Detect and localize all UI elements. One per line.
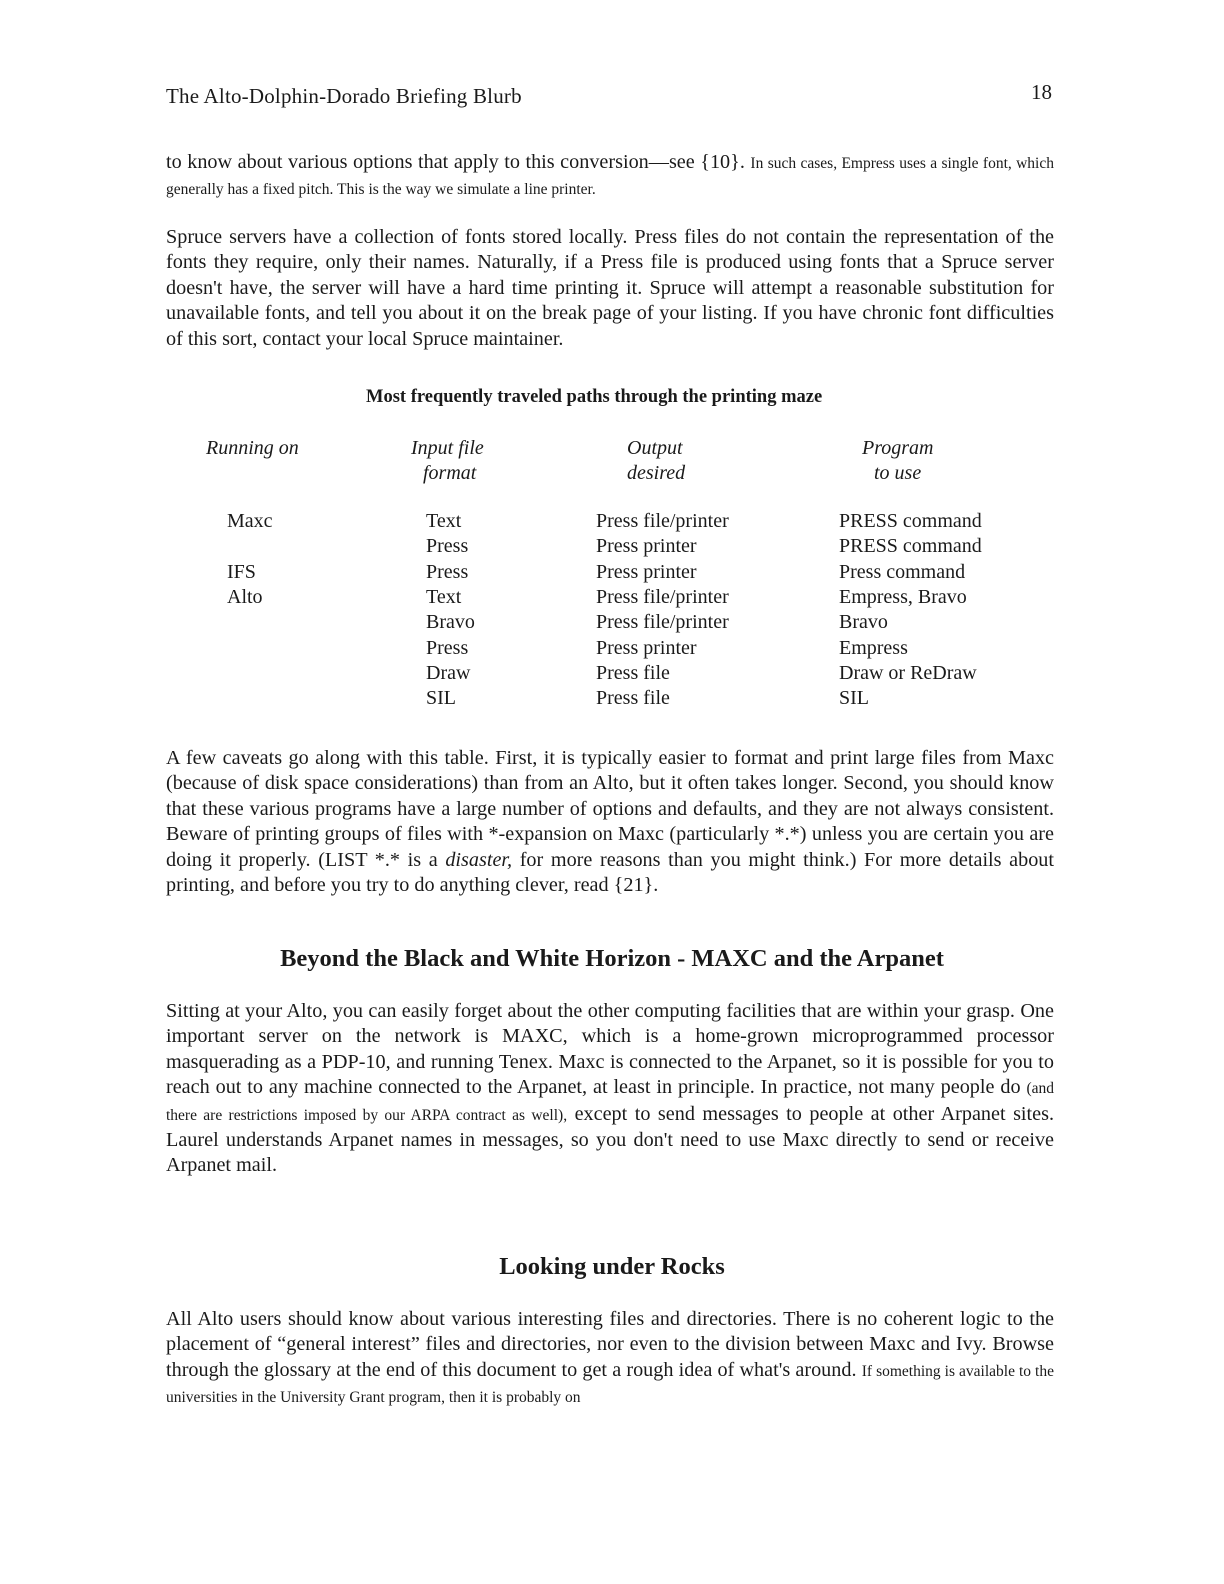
column-header-input-format: Input file format: [411, 437, 484, 484]
arpa-restrictions-note: (and there are restrictions imposed by our ARPA contract as well),: [166, 1080, 1054, 1124]
cell-input-format: Press: [426, 560, 469, 583]
cell-input-format: Text: [426, 510, 462, 532]
cell-output-desired: Press file: [596, 661, 670, 684]
cell-input-format: Press: [426, 636, 469, 659]
maxc-arpanet-paragraph: Sitting at your Alto, you can easily forget about the other computing facilities that are within your grasp. One important server on the network is MAXC, which is a home-grown microprogrammed processor masquerading as a PDP-10, and running Tenex. Maxc is connected to the Arpanet, so it is possible for you to reach out to any machine connected to the Arpanet, at least in principle. In practice, not many people do (and there are restrictions imposed by our ARPA contract as well), except to send messages to people at other Arpanet sites. Laurel understands Arpanet names in messages, so you don't need to use Maxc directly to send or receive Arpanet mail.: [166, 1000, 1055, 1177]
page-number: 18: [1031, 80, 1052, 104]
cell-program: Bravo: [839, 611, 888, 634]
column-header-running-on: Running on: [206, 437, 299, 459]
cell-program: Empress: [839, 636, 908, 659]
cell-output-desired: Press file: [596, 687, 670, 710]
cell-program: Empress, Bravo: [839, 585, 967, 608]
cell-running-on: Maxc: [227, 510, 273, 532]
section-heading-maxc-arpanet: Beyond the Black and White Horizon - MAXC and the Arpanet: [280, 945, 944, 972]
cell-output-desired: Press file/printer: [596, 611, 729, 634]
cell-output-desired: Press printer: [596, 535, 697, 558]
cell-output-desired: Press printer: [596, 636, 697, 659]
cell-running-on: IFS: [227, 560, 256, 583]
spruce-paragraph: Spruce servers have a collection of fonts stored locally. Press files do not contain the representation of the fonts they require, only their names. Naturally, if a Press file is produced using fonts that a Spruce server doesn't have, the server will have a hard time printing it. Spruce will attempt a reasonable substitution for unavailable fonts, and tell you about it on the break page of your listing. If you have chronic font difficulties of this sort, contact your local Spruce maintainer.: [166, 226, 1054, 350]
cell-input-format: Press: [426, 535, 469, 558]
cell-program: Press command: [839, 560, 966, 583]
section-heading-looking-under-rocks: Looking under Rocks: [499, 1253, 725, 1280]
cell-program: Draw or ReDraw: [839, 661, 977, 684]
column-header-program: Program to use: [862, 437, 934, 484]
cell-program: PRESS command: [839, 535, 982, 558]
cell-output-desired: Press file/printer: [596, 510, 729, 532]
cell-input-format: Bravo: [426, 611, 475, 634]
header-title: The Alto-Dolphin-Dorado Briefing Blurb: [166, 84, 522, 108]
cell-program: SIL: [839, 687, 869, 710]
cell-program: PRESS command: [839, 510, 982, 532]
column-header-output-desired: Output desired: [627, 437, 686, 484]
cell-input-format: Text: [426, 585, 462, 608]
cell-input-format: Draw: [426, 661, 471, 684]
cell-running-on: Alto: [227, 585, 263, 608]
cell-output-desired: Press file/printer: [596, 585, 729, 608]
caveats-paragraph: A few caveats go along with this table. First, it is typically easier to format and print large files from Maxc (because of disk space considerations) than from an Alto, but it often takes longer. Second, you should know that these various programs have a large number of options and defaults, and they are not always consistent. Beware of printing groups of files with *-expansion on Maxc (particularly *.*) unless you are certain you are doing it properly. (LIST *.* is a disaster, for more reasons than you might think.) For more details about printing, and before you try to do anything clever, read {21}.: [166, 747, 1054, 897]
intro-small-text: In such cases, Empress uses a single font, which generally has a fixed pitch. This is the way we simulate a line printer.: [166, 155, 1054, 199]
cell-output-desired: Press printer: [596, 560, 697, 583]
table-caption: Most frequently traveled paths through the printing maze: [366, 387, 823, 407]
intro-paragraph: [166, 150, 1054, 203]
looking-under-rocks-paragraph: All Alto users should know about various interesting files and directories. There is no coherent logic to the placement of “general interest” files and directories, nor even to the division between Maxc and Ivy. Browse through the glossary at the end of this document to get a rough idea of what's around. If something is available to the universities in the University Grant program, then it is probably on: [166, 1308, 1054, 1407]
intro-text: to know about various options that apply to this conversion—see {10}.: [166, 151, 745, 173]
cell-input-format: SIL: [426, 687, 456, 710]
disaster-emphasis: disaster,: [445, 848, 513, 871]
university-grant-note: If something is available to the universities in the University Grant program, then it is probably on: [166, 1362, 1054, 1407]
